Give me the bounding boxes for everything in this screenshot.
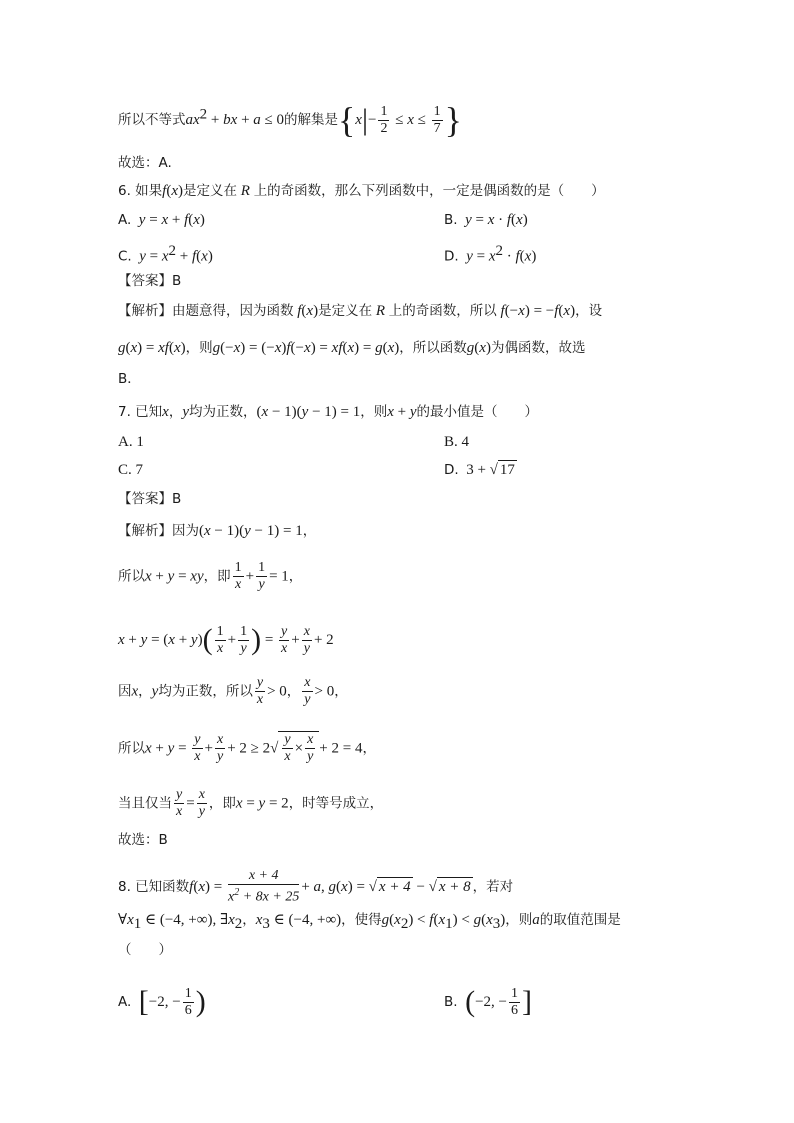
q7-answer: 【答案】B [118,491,182,507]
q6-option-a: A. y = x + f(x) [118,212,205,228]
q7-stem: 7. 已知x，y均为正数，(x − 1)(y − 1) = 1，则x + y的最小值是（ ） [118,404,539,420]
q8-stem-3: （ ） [118,942,172,958]
q6-analysis-3: B． [118,371,141,387]
q6-option-b: B. y = x · f(x) [444,212,528,228]
q7-analysis-4: 因x，y均为正数，所以 $\frac{y}{x}$ > 0， $\frac{x}{y}$ > 0， [118,675,348,707]
q7-option-a: A. 1 [118,434,144,450]
q8-option-a: A. [−2, − $\frac{1}{6}$ ) [118,985,206,1018]
q7-analysis-5: 所以x + y = $\frac{y}{x}$ + $\frac{x}{y}$ + 2 ≥ 2√ $\frac{y}{x}$ × $\frac{x}{y}$ + 2 = 4， [118,732,376,764]
q6-option-c: C. $y = x^2 + f(x)$ [118,243,213,265]
q7-option-c: C. 7 [118,462,144,478]
q5-choice: 故选：A. [118,155,172,171]
q8-stem-2: $\forall x_1$ ∈ (−4, +∞), $\exists x_2$，$x_3$ ∈ (−4, +∞)，使得$g(x_2) < f(x_1) < g(x_3)$，则a的取值范围是 [118,912,621,932]
q5-lead-text: 所以不等式 [118,112,186,128]
q6-analysis-1: 【解析】由题意得，因为函数 f(x)是定义在 R 上的奇函数，所以 f(−x) = −f(x)，设 [118,303,603,319]
q7-analysis-6: 当且仅当 $\frac{y}{x}$ = $\frac{x}{y}$ ，即x = y = 2，时等号成立， [118,787,384,819]
q7-analysis-2: 所以x + y = xy，即 $\frac{1}{x}$ + $\frac{1}{y}$ = 1， [118,560,303,592]
q8-option-b: B. (−2, − $\frac{1}{6}$ ] [444,985,532,1018]
q7-option-d: D. 3 + √ 17 [444,462,515,478]
q6-stem: 6. 如果f(x)是定义在 R 上的奇函数，那么下列函数中，一定是偶函数的是（ ） [118,183,605,199]
q7-option-b: B. 4 [444,434,470,450]
q7-analysis-1: 【解析】因为(x − 1)(y − 1) = 1， [118,523,317,539]
q7-analysis-3: x + y = (x + y)( $\frac{1}{x}$ + $\frac{1}{y}$ ) = $\frac{y}{x}$ + $\frac{x}{y}$ + 2 [118,623,334,656]
q6-answer: 【答案】B [118,273,182,289]
q6-analysis-2: g(x) = xf(x)，则g(−x) = (−x)f(−x) = xf(x) = g(x)，所以函数g(x)为偶函数，故选 [118,340,586,356]
q8-stem-1: 8. 已知函数f(x) = $\frac{x + 4}{x^2 + 8x + 25}$ + a, g(x) = √ x + 4 − √ x + 8 ，若对 [118,868,514,905]
q5-solution-set-line: 所以不等式$ax^2$ + bx + a ≤ 0的解集是{x|− $\frac{1}{2}$ ≤ x ≤ $\frac{1}{7}$ } [118,100,462,140]
q6-option-d: D. $y = x^2 \cdot f(x)$ [444,243,537,265]
q7-choice: 故选：B [118,832,168,848]
